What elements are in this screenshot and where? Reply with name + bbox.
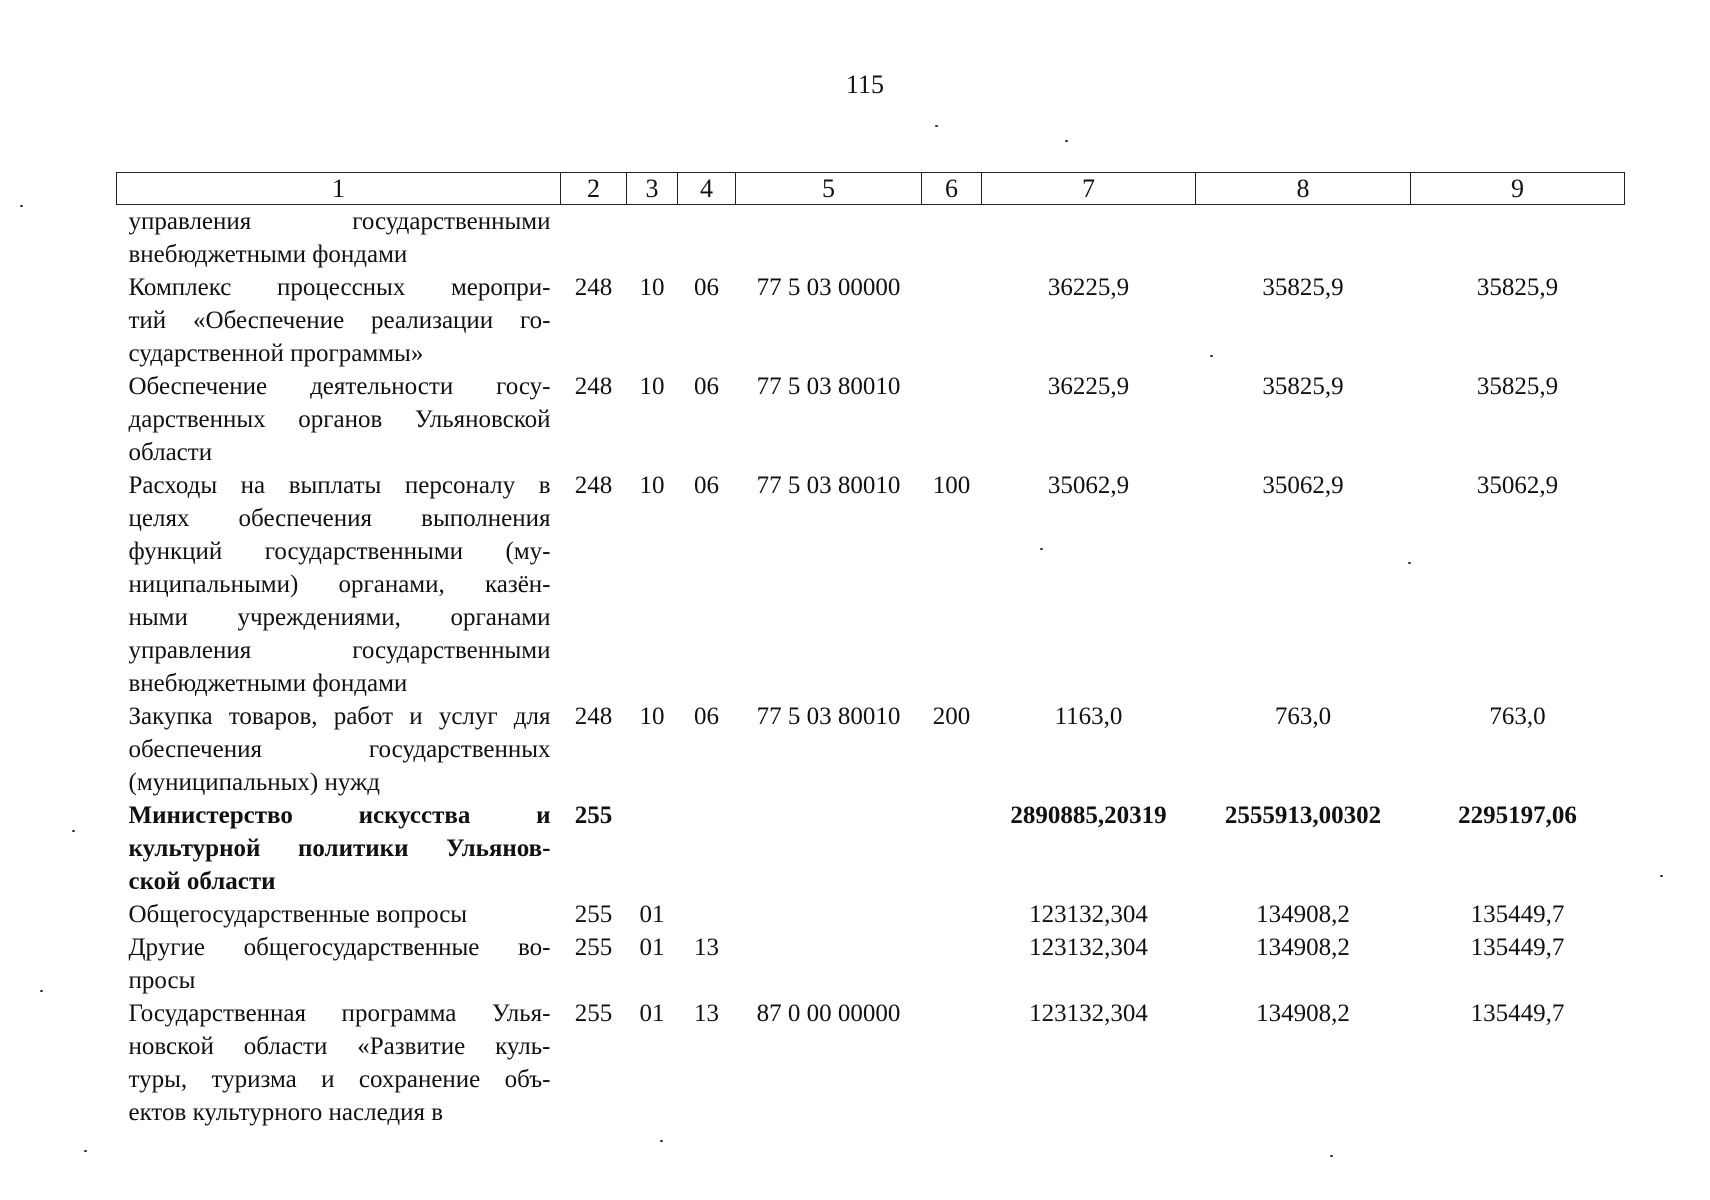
row-name-line: функций государственными (му- — [128, 538, 551, 565]
amount-year-2 — [1196, 205, 1411, 272]
section-code: 10 — [639, 274, 665, 301]
row-name — [117, 205, 561, 272]
page-number: 115 — [845, 70, 885, 99]
row-name-line: области — [128, 439, 213, 466]
target-article-code: 77 5 03 80010 — [756, 373, 901, 400]
amount-year-1 — [982, 205, 1196, 272]
row-name-line: Общегосударственные вопросы — [128, 901, 468, 928]
subsection-code: 13 — [694, 1000, 719, 1027]
column-header: 4 — [678, 173, 736, 205]
section-code: 01 — [639, 934, 665, 961]
row-name-line: тий «Обеспечение реализации го- — [128, 307, 551, 334]
expense-type-code — [922, 997, 982, 1129]
expense-type-code — [922, 799, 982, 898]
row-name-line: ниципальными) органами, казён- — [128, 571, 551, 598]
column-header: 9 — [1411, 173, 1625, 205]
amount-year-2: 134908,2 — [1256, 1000, 1350, 1027]
ministry-code: 248 — [574, 274, 613, 301]
column-header: 7 — [982, 173, 1196, 205]
subsection-code — [678, 799, 736, 898]
section-code: 01 — [639, 901, 665, 928]
column-header: 2 — [561, 173, 627, 205]
amount-year-2: 35062,9 — [1262, 472, 1344, 499]
amount-year-1: 123132,304 — [1029, 934, 1148, 961]
amount-year-2: 35825,9 — [1262, 274, 1344, 301]
row-name-line: обеспечения государственных — [128, 736, 551, 763]
row-name-line: новской области «Развитие куль- — [128, 1033, 551, 1060]
amount-year-1: 123132,304 — [1029, 1000, 1148, 1027]
expense-type-code — [922, 931, 982, 997]
amount-year-1: 1163,0 — [1054, 703, 1123, 730]
subsection-code: 06 — [694, 472, 719, 499]
row-name-line: (муниципальных) нужд — [128, 769, 381, 796]
scan-speck — [72, 830, 75, 832]
row-name-line: ными учреждениями, органами — [128, 604, 551, 631]
amount-year-3: 135449,7 — [1470, 934, 1565, 961]
row-name — [117, 271, 561, 370]
expense-type-code — [922, 370, 982, 469]
row-name-line: дарственных органов Ульяновской — [128, 406, 551, 433]
row-name — [117, 370, 561, 469]
budget-table — [116, 172, 1625, 1129]
row-name — [117, 997, 561, 1129]
subsection-code: 13 — [694, 934, 719, 961]
table-row — [117, 700, 1625, 799]
subsection-code — [678, 898, 736, 931]
expense-type-code — [922, 205, 982, 272]
target-article-code — [736, 205, 922, 272]
table-row — [117, 799, 1625, 898]
target-article-code: 87 0 00 00000 — [756, 1000, 901, 1027]
expense-type-code: 100 — [932, 472, 971, 499]
row-name-line: культурной политики Ульянов- — [128, 835, 551, 862]
ministry-code: 248 — [574, 703, 613, 730]
row-name-line: внебюджетными фондами — [128, 241, 408, 268]
table-row — [117, 997, 1625, 1129]
row-name-line: управления государственными — [128, 637, 551, 664]
row-name — [117, 700, 561, 799]
amount-year-2: 134908,2 — [1256, 934, 1350, 961]
scan-speck — [1210, 355, 1213, 357]
row-name-line: внебюджетными фондами — [128, 670, 408, 697]
scan-speck — [1660, 875, 1663, 877]
subsection-code: 06 — [694, 373, 719, 400]
target-article-code — [736, 931, 922, 997]
scan-speck — [1065, 140, 1068, 142]
column-header: 8 — [1196, 173, 1411, 205]
column-header: 1 — [117, 173, 561, 205]
row-name-line: управления государственными — [128, 208, 551, 235]
column-header: 6 — [922, 173, 982, 205]
row-name-line: Государственная программа Улья- — [128, 1000, 551, 1027]
row-name — [117, 931, 561, 997]
row-name — [117, 898, 561, 931]
table-row — [117, 469, 1625, 700]
subsection-code: 06 — [694, 274, 719, 301]
row-name-line: туры, туризма и сохранение объ- — [128, 1066, 551, 1093]
ministry-code: 255 — [574, 901, 613, 928]
amount-year-3: 35825,9 — [1476, 373, 1559, 400]
column-header: 5 — [736, 173, 922, 205]
subsection-code — [678, 205, 736, 272]
column-header: 3 — [627, 173, 678, 205]
scan-speck — [40, 990, 43, 992]
amount-year-3: 2295197,06 — [1458, 802, 1577, 829]
table-body — [117, 205, 1625, 1130]
table-row — [117, 205, 1625, 272]
scan-speck — [1408, 562, 1411, 564]
expense-type-code: 200 — [932, 703, 971, 730]
row-name — [117, 469, 561, 700]
target-article-code — [736, 898, 922, 931]
section-code — [627, 205, 678, 272]
amount-year-1: 123132,304 — [1029, 901, 1148, 928]
expense-type-code — [922, 898, 982, 931]
amount-year-3: 763,0 — [1489, 703, 1546, 730]
row-name-line: Закупка товаров, работ и услуг для — [128, 703, 551, 730]
expense-type-code — [922, 271, 982, 370]
amount-year-3: 135449,7 — [1470, 1000, 1565, 1027]
ministry-code: 248 — [574, 373, 613, 400]
table-row — [117, 271, 1625, 370]
row-name-line: просы — [128, 967, 196, 994]
ministry-code: 248 — [574, 472, 613, 499]
row-name-line: ской области — [128, 868, 276, 895]
scan-speck — [20, 205, 23, 207]
section-code: 10 — [639, 373, 665, 400]
amount-year-3 — [1411, 205, 1625, 272]
section-code: 01 — [639, 1000, 665, 1027]
amount-year-3: 35062,9 — [1476, 472, 1559, 499]
amount-year-3: 35825,9 — [1476, 274, 1559, 301]
row-name-line: ектов культурного наследия в — [128, 1099, 444, 1126]
section-code: 10 — [639, 472, 665, 499]
scan-speck — [935, 125, 938, 127]
scan-speck — [1040, 548, 1043, 550]
amount-year-1: 36225,9 — [1047, 373, 1130, 400]
amount-year-2: 134908,2 — [1256, 901, 1350, 928]
scan-speck — [660, 1140, 663, 1142]
row-name — [117, 799, 561, 898]
row-name-line: Министерство искусства и — [128, 802, 551, 829]
column-number-header — [117, 173, 1625, 205]
subsection-code: 06 — [694, 703, 719, 730]
row-name-line: Расходы на выплаты персоналу в — [128, 472, 551, 499]
row-name-line: Обеспечение деятельности госу- — [128, 373, 551, 400]
ministry-code: 255 — [574, 934, 613, 961]
target-article-code: 77 5 03 80010 — [756, 703, 901, 730]
ministry-code: 255 — [574, 1000, 613, 1027]
row-name-line: Другие общегосударственные во- — [128, 934, 551, 961]
scan-speck — [1330, 1155, 1333, 1157]
section-code — [627, 799, 678, 898]
amount-year-1: 2890885,20319 — [1010, 802, 1167, 829]
row-name-line: сударственной программы» — [128, 340, 424, 367]
target-article-code: 77 5 03 00000 — [756, 274, 901, 301]
amount-year-1: 35062,9 — [1047, 472, 1130, 499]
ministry-code: 255 — [574, 802, 613, 829]
table-row — [117, 898, 1625, 931]
scan-speck — [84, 1150, 87, 1152]
target-article-code — [736, 799, 922, 898]
amount-year-3: 135449,7 — [1470, 901, 1565, 928]
target-article-code: 77 5 03 80010 — [756, 472, 901, 499]
amount-year-2: 763,0 — [1274, 703, 1332, 730]
ministry-code — [561, 205, 627, 272]
row-name-line: Комплекс процессных меропри- — [128, 274, 551, 301]
amount-year-2: 2555913,00302 — [1224, 802, 1382, 829]
amount-year-2: 35825,9 — [1262, 373, 1344, 400]
row-name-line: целях обеспечения выполнения — [128, 505, 551, 532]
section-code: 10 — [639, 703, 665, 730]
table-row — [117, 370, 1625, 469]
table-row — [117, 931, 1625, 997]
amount-year-1: 36225,9 — [1047, 274, 1130, 301]
